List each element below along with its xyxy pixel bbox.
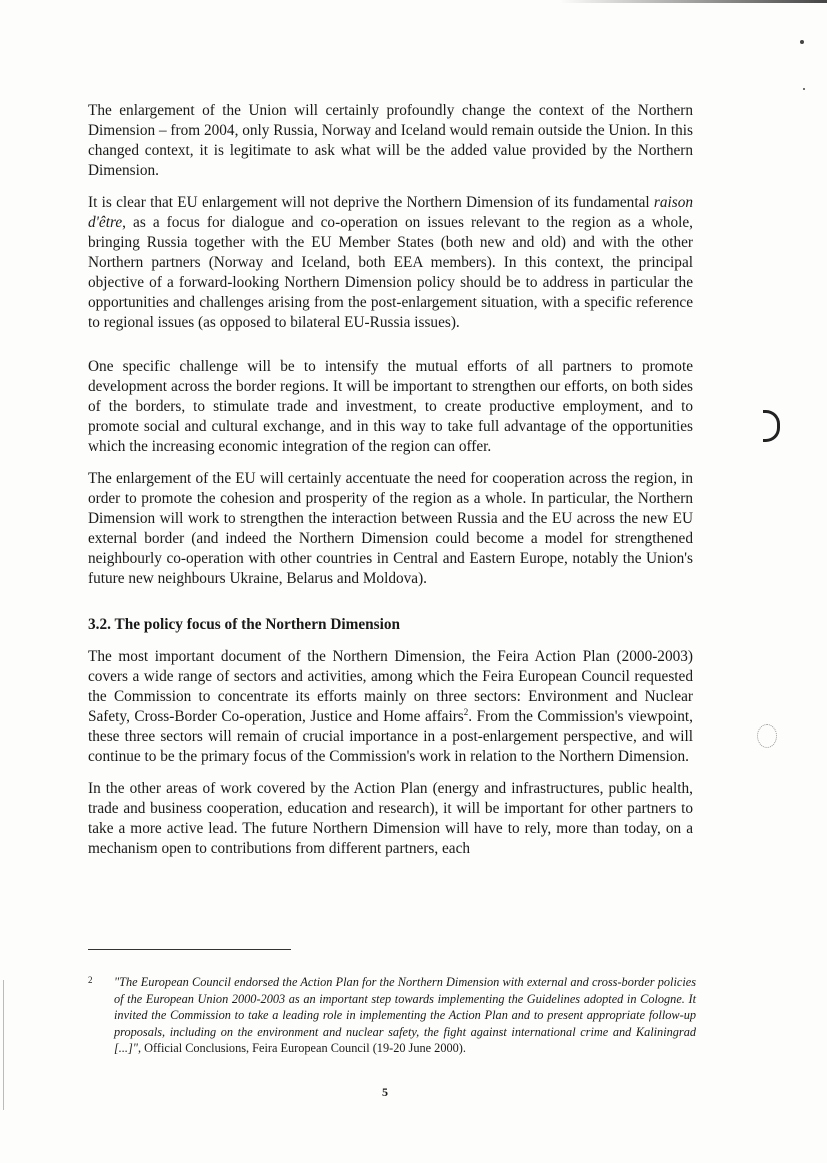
paragraph-3: One specific challenge will be to intensify the mutual efforts of all partners to promote development across the border regions. It will be important to strengthen our efforts, on both sides of the borders, to stimulate trade and investment, to create productive employment, and to promote social and cultural exchange, and in this way to take full advantage of the opportunities which the increasing economic integration of the region can offer. [88,358,693,455]
scan-margin-line [3,980,4,1110]
binder-hole-mark-faint [757,724,777,748]
footnote-text [114,974,696,1057]
scan-speck [803,88,805,90]
binder-hole-mark [763,410,780,442]
paragraph-6: In the other areas of work covered by the Action Plan (energy and infrastructures, public health, trade and business cooperation, education and research), it will be important for other partners to take a more active lead. The future Northern Dimension will have to rely, more than today, on a mechanism open to contributions from different partners, each [88,780,693,857]
footnote-reference[interactable]: 2 [463,706,469,717]
footnote-quote: "The European Council endorsed the Action Plan for the Northern Dimension with external and cross-border policies of the European Union 2000-2003 as an important step towards implementing the Guidelines adopted in Cologne. It invited the Commission to take a leading role in implementing the Action Plan and to present appropriate follow-up proposals, including on the environment and nuclear safety, the fight against international crime and Kaliningrad [...]" [114,975,696,1056]
footnote-number: 2 [88,975,93,985]
footnote-source: , Official Conclusions, Feira European Council (19-20 June 2000). [137,1041,466,1056]
footnote [88,974,696,1057]
footnote-separator [88,949,291,950]
paragraph-4: The enlargement of the EU will certainly accentuate the need for cooperation across the region, in order to promote the cohesion and prosperity of the region as a whole. In particular, the Northern Dimension will work to strengthen the interaction between Russia and the EU across the new EU external border (and indeed the Northern Dimension could become a model for strengthened neighbourly co-operation with other countries in Central and Eastern Europe, notably the Union's future new neighbours Ukraine, Belarus and Moldova). [88,470,693,587]
scan-edge-shadow [560,0,827,3]
page-number: 5 [382,1085,388,1099]
scan-speck [800,40,804,44]
italic-phrase: raison d'être [88,194,693,231]
paragraph-1: The enlargement of the Union will certainly profoundly change the context of the Northern Dimension – from 2004, only Russia, Norway and Iceland would remain outside the Union. In this changed context, it is legitimate to ask what will be the added value provided by the Northern Dimension. [88,102,693,179]
paragraph-2: It is clear that EU enlargement will not deprive the Northern Dimension of its fundamental raison d'être, as a focus for dialogue and co-operation on issues relevant to the region as a whole, bringing Russia together with the EU Member States (both new and old) and with the other Northern partners (Norway and Iceland, both EEA members). In this context, the principal objective of a forward-looking Northern Dimension policy should be to address in particular the opportunities and challenges arising from the post-enlargement situation, with a specific reference to regional issues (as opposed to bilateral EU-Russia issues). [88,194,693,331]
paragraph-5: The most important document of the Northern Dimension, the Feira Action Plan (2000-2003) covers a wide range of sectors and activities, among which the Feira European Council requested the Commission to concentrate its efforts mainly on three sectors: Environment and Nuclear Safety, Cross-Border Co-operation, Justice and Home affairs$^2$. From the Commission's viewpoint, these three sectors will remain of crucial importance in a post-enlargement perspective, and will continue to be the primary focus of the Commission's work in relation to the Northern Dimension. [88,648,693,765]
document-body [88,101,693,871]
section-heading: 3.2. The policy focus of the Northern Dimension [88,616,401,633]
